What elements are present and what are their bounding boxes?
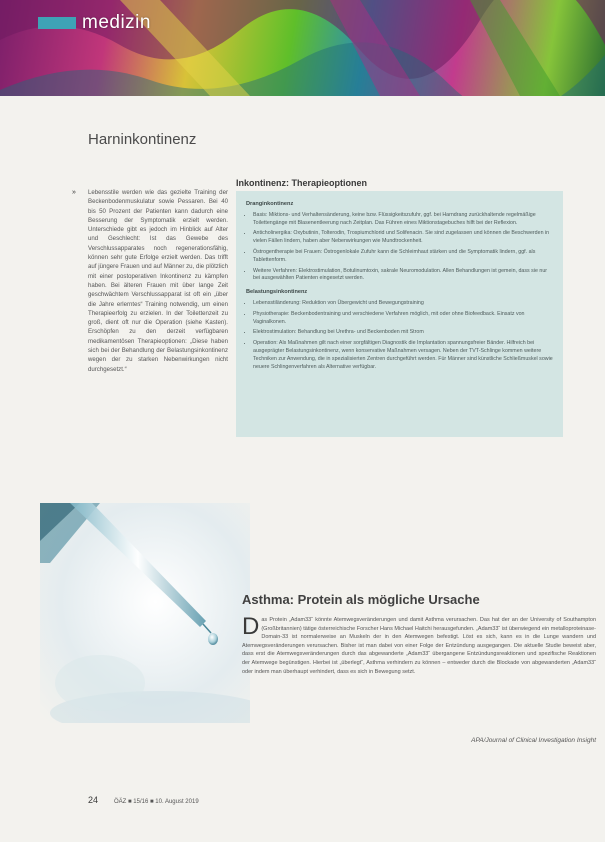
stress-incontinence-list [246, 300, 553, 371]
asthma-article-title: Asthma: Protein als mögliche Ursache [242, 592, 480, 607]
asthma-article-text: as Protein „Adam33“ könnte Atemwegsveränderungen und damit Asthma verursachen. Das hat der an der University of Southampton (Großbritannien) tätige österreichische Forscher Hans Michael Haitchi herausgefunden. „Adam33“ ist überwiegend ein metalloproteinase-Domain-33 ist normalerweise an Muskeln der in den Atemwegen befestigt. Löst es sich, kann es in die Lunge wandern und Atemwegsveränderungen verursachen. Bisher ist man dabei von einer Folge der Entzündung ausgegangen. Die aktuelle Studie beweist aber, dass erst die Atemwegsveränderungen durch das abgewanderte „Adam33“ übergangene Entzündungsreaktionen und spezifische Reaktionen der Atemwege begünstigen. Hierbei ist „überlegt“, Asthma verhindern zu können – entweder durch die Blockade von abgewanderten „Adam33“ oder indem man überhaupt verhindert, dass es sich in Bewegung setzt. [242, 617, 596, 675]
pipette-illustration [40, 503, 250, 723]
infobox-heading: Inkontinenz: Therapieoptionen [236, 178, 367, 188]
issue-info: ÖÄZ ■ 15/16 ■ 10. August 2019 [114, 799, 199, 805]
urge-incontinence-list [246, 212, 553, 283]
list-item: • Basis: Miktions- und Verhaltensänderung, keine bzw. Flüssigkeitszufuhr, ggf. bei Harndrang zurückhaltende regelmäßige Toilettengänge mit Blasenentleerung nach Zeitplan. Das Führen eines Miktionstagebuches hilft bei der Reflexion. [253, 212, 553, 228]
list-item: • Operation: Als Maßnahmen gilt nach einer sorgfältigen Diagnostik die Implantation spannungsfreier Bänder. Hilfreich bei ausgeprägter Belastungsinkontinenz, wenn konservative Maßnahmen versagen. Neben der TVT-Schlinge kommen weitere Techniken zur Anwendung, die in spezialisierten Zentren durchgeführt werden. Für Männer sind künstliche Schließmuskel sowie neuere Schlingenverfahren als Alternative verfügbar. [253, 340, 553, 371]
page-number: 24 [88, 795, 99, 805]
dropcap: D [242, 613, 260, 640]
infobox-subheading-urge: Dranginkontinenz [246, 201, 294, 207]
list-item: • Östrogentherapie bei Frauen: Östrogenlokale Zufuhr kann die Schleimhaut stärken und die Symptomatik lindern, ggf. als Tablettenform. [253, 249, 553, 265]
page-footer [88, 795, 199, 805]
list-item: • Weitere Verfahren: Elektrostimulation, Botulinumtoxin, sakrale Neuromodulation. Allen Behandlungen ist gemein, dass sie nur bei ausgewählten Patienten eingesetzt werden. [253, 268, 553, 284]
list-item: • Lebensstiländerung: Reduktion von Übergewicht und Bewegungstraining [253, 300, 553, 308]
pipette-photo [40, 503, 250, 723]
asthma-article-body [242, 613, 596, 676]
rubric-label: medizin [82, 12, 151, 33]
header-banner-image [0, 0, 605, 96]
article-left-text: Lebensstile werden wie das gezielte Training der Beckenbodenmuskulatur sowie Pessaren. Bei 40 bis 50 Prozent der Patienten kann dadurch eine Besserung der Symptomatik erzielt werden. Unterschiede gibt es jedoch im Hinblick auf Alter und Geschlecht: Ist das Gewebe des Verschlussapparates noch regenerationsfähig, können sehr gute Erfolge erzielt werden. Das trifft auf jüngere Frauen und auf Männer zu, die plötzlich mit einer postoperativen Inkontinenz zu kämpfen haben. Bei älteren Frauen mit über lange Zeit geschwächtem Verschlussapparat ist oft ein „über die Jahre erlerntes“ Training notwendig, um einen Therapieerfolg zu erzielen. In der Toilettenzeit zu groß, dient oft nur die Operation (siehe Kasten). Erschöpfen zu den derzeit verfügbaren medikamentösen Therapieoptionen: „Diese haben sich bei der Behandlung der Belastungsinkontinenz wegen der zu starken Nebenwirkungen nicht durchgesetzt.“ [88, 189, 228, 373]
list-item: • Physiotherapie: Beckenbodentraining und verschiedene Verfahren möglich, mit oder ohne Biofeedback. Einsatz von Vaginalkonen. [253, 311, 553, 327]
section-rubric [38, 12, 151, 34]
article-title: Harninkontinenz [88, 131, 197, 148]
continuation-marker-icon: » [72, 189, 76, 196]
asthma-source-credit: APA/Journal of Clinical Investigation Insight [471, 737, 596, 744]
therapy-infobox [236, 191, 563, 437]
list-item: • Elektrostimulation: Behandlung bei Urethra- und Beckenboden mit Strom [253, 329, 553, 337]
rubric-accent-bar [38, 17, 76, 29]
list-item: • Anticholinergika: Oxybutinin, Tolterodin, Trospiumchlorid und Solifenacin. Sie sind zugelassen und können die Beschwerden in vielen Fällen lindern, haben aber Nebenwirkungen wie Mundtrockenheit. [253, 230, 553, 246]
infobox-subheading-stress: Belastungsinkontinenz [246, 289, 308, 296]
article-left-column [72, 188, 228, 374]
